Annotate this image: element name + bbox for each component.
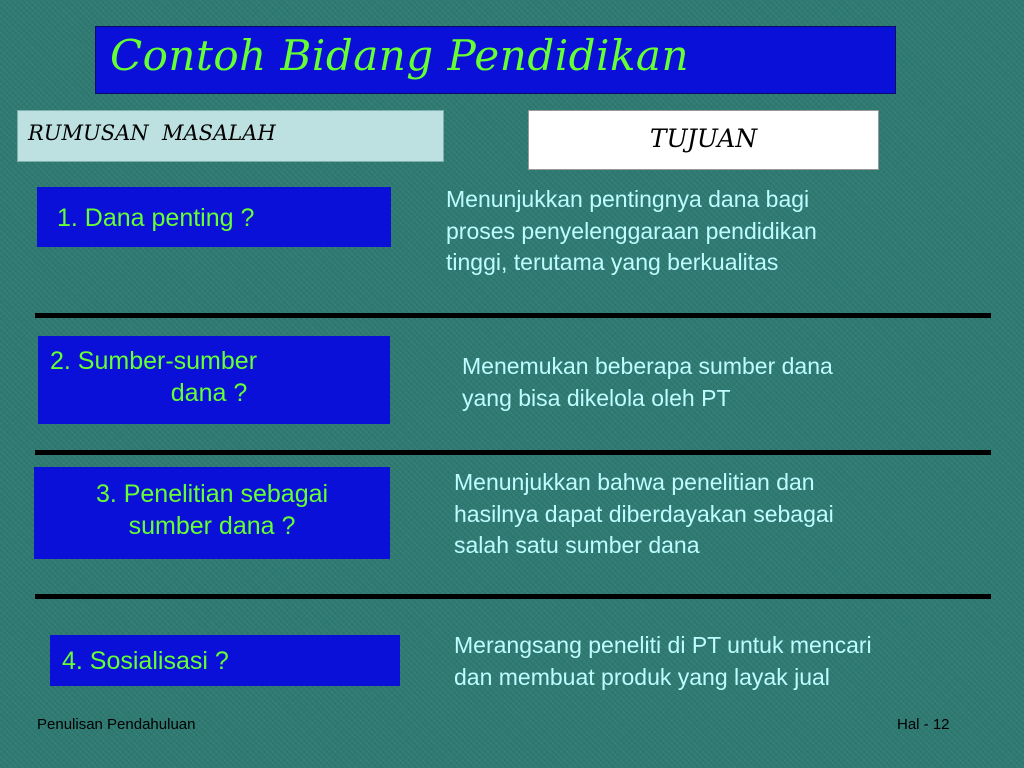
answer-3	[454, 467, 984, 562]
question-box-2	[38, 336, 390, 424]
question-box-4	[50, 635, 400, 686]
answer-2-line-1: Menemukan beberapa sumber dana	[462, 353, 833, 379]
answer-1-line-2: proses penyelenggaraan pendidikan	[446, 217, 817, 244]
slide-title: Contoh Bidang Pendidikan	[110, 31, 689, 80]
answer-1-line-1: Menunjukkan pentingnya dana bagi	[446, 186, 810, 212]
question-2-line-2: dana ?	[170, 379, 248, 407]
row-divider	[35, 450, 991, 455]
answer-4-line-2: dan membuat produk yang layak jual	[454, 663, 830, 690]
answer-1-line-3: tinggi, terutama yang berkualitas	[446, 249, 779, 275]
header-tujuan	[528, 110, 879, 170]
question-box-1	[37, 187, 391, 247]
question-3-line-1: 3. Penelitian sebagai	[95, 480, 329, 508]
header-right-label: TUJUAN	[649, 124, 758, 153]
row-divider	[35, 313, 991, 318]
answer-2	[462, 351, 982, 414]
question-1-line-1: 1. Dana penting ?	[57, 204, 255, 232]
title-box	[95, 26, 896, 94]
header-rumusan-masalah	[17, 110, 444, 162]
row-divider	[35, 594, 991, 599]
page-number: Hal - 12	[897, 716, 950, 733]
header-left-label: RUMUSAN MASALAH	[28, 121, 276, 145]
question-box-3	[34, 467, 390, 559]
answer-3-line-2: hasilnya dapat diberdayakan sebagai	[454, 500, 834, 527]
answer-2-line-2: yang bisa dikelola oleh PT	[462, 384, 731, 411]
answer-4-line-1: Merangsang peneliti di PT untuk mencari	[454, 632, 872, 658]
answer-4	[454, 630, 1014, 693]
question-3-line-2: sumber dana ?	[128, 512, 296, 540]
answer-3-line-1: Menunjukkan bahwa penelitian dan	[454, 469, 815, 495]
question-4-line-1: 4. Sosialisasi ?	[62, 647, 229, 675]
answer-3-line-3: salah satu sumber dana	[454, 532, 700, 558]
footer-left-text: Penulisan Pendahuluan	[37, 716, 196, 733]
question-2-line-1: 2. Sumber-sumber	[50, 347, 258, 375]
answer-1	[446, 184, 966, 279]
